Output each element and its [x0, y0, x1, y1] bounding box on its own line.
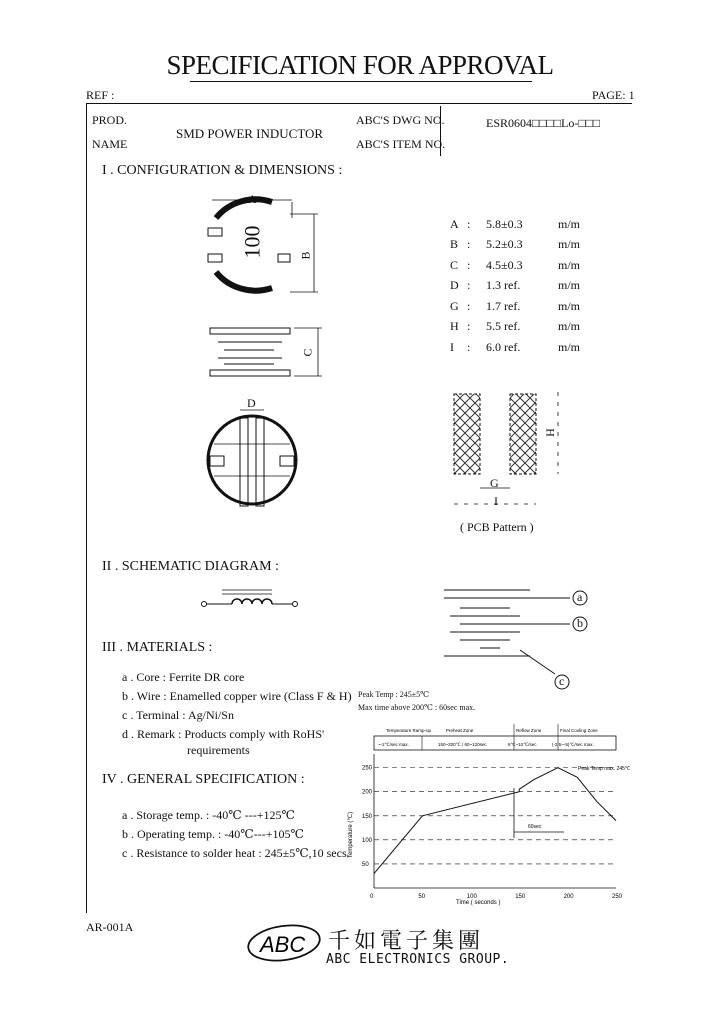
profile-peak-note: Peak Temp : 245±5℃	[358, 690, 430, 699]
zone-label: Temperature Ramp-up	[386, 728, 432, 733]
dimension-row: D : 1.3 ref. m/m	[450, 278, 581, 292]
document-title: SPECIFICATION FOR APPROVAL	[166, 50, 554, 80]
dim-label-b: B	[298, 251, 313, 260]
dimension-row: C : 4.5±0.3 m/m	[450, 258, 581, 272]
title-underline	[190, 81, 532, 82]
cross-section-drawing	[440, 586, 590, 692]
zone-value: (-2.5~-5)℃/sec max.	[552, 742, 594, 747]
y-tick-label: 100	[362, 837, 373, 844]
x-tick-label: 150	[515, 894, 526, 900]
section-config-heading: I . CONFIGURATION & DIMENSIONS :	[102, 163, 343, 178]
company-name-en: ABC ELECTRONICS GROUP.	[326, 952, 510, 967]
general-spec-item: a . Storage temp. : -40℃ ---+125℃	[122, 808, 295, 822]
ref-label: REF :	[86, 88, 115, 102]
x-tick-label: 100	[466, 894, 477, 900]
peak-label: Peak Temp max. 245℃	[578, 766, 630, 772]
dwg-value: ESR0604□□□□Lo-□□□	[486, 116, 601, 130]
material-item: c . Terminal : Ag/Ni/Sn	[122, 708, 234, 722]
inductor-symbol	[200, 586, 300, 616]
abc-logo	[244, 922, 328, 964]
y-tick-label: 150	[362, 813, 373, 820]
schematic-label-a: a	[577, 590, 583, 604]
reflow-profile-chart	[346, 718, 630, 910]
dimension-row: A : 5.8±0.3 m/m	[450, 217, 581, 231]
material-item: a . Core : Ferrite DR core	[122, 670, 245, 684]
zone-value: 8℃~10℃/sec	[508, 742, 537, 747]
dim-label-h: H	[542, 428, 557, 437]
prod-label: PROD.	[92, 113, 128, 127]
pcb-pattern-drawing	[440, 388, 580, 518]
page-label: PAGE: 1	[592, 88, 635, 102]
zone-value: ~-2℃/sec max.	[378, 742, 409, 747]
item-label: ABC'S ITEM NO.	[356, 137, 446, 151]
section-general-heading: IV . GENERAL SPECIFICATION :	[102, 772, 305, 787]
dim-label-a: A	[248, 192, 257, 206]
company-name-cn: 千如電子集團	[328, 929, 485, 954]
name-label: NAME	[92, 137, 128, 151]
top-view-drawing	[196, 190, 336, 300]
logo-text: ABC	[260, 932, 306, 957]
x-tick-label: 250	[612, 894, 623, 900]
material-item: d . Remark : Products comply with RoHS'	[122, 727, 325, 741]
dim-label-d: D	[247, 396, 256, 410]
general-spec-item: c . Resistance to solder heat : 245±5℃,10 secs.	[122, 846, 350, 860]
schematic-label-b: b	[577, 616, 583, 630]
section-schematic-heading: II . SCHEMATIC DIAGRAM :	[102, 559, 279, 574]
marking-100: 100	[239, 225, 265, 259]
x-tick-label: 50	[418, 894, 426, 900]
chart-ylabel: Temperature (℃)	[348, 811, 354, 858]
dim-label-i: I	[494, 494, 498, 508]
x-tick-label: 0	[370, 894, 374, 900]
general-spec-item: b . Operating temp. : -40℃---+105℃	[122, 827, 304, 841]
form-number: AR-001A	[86, 920, 134, 934]
zone-label: Preheat Zone	[446, 728, 474, 733]
zone-label: Final Cooling Zone	[560, 728, 598, 733]
section-materials-heading: III . MATERIALS :	[102, 640, 213, 655]
dimension-row: I : 6.0 ref. m/m	[450, 340, 581, 354]
zone-value: 150~200℃ / 60~120sec	[438, 742, 487, 747]
y-tick-label: 50	[362, 861, 369, 868]
material-item-continuation: requirements	[187, 743, 250, 757]
dim-label-c: C	[300, 348, 315, 357]
x-tick-label: 200	[563, 894, 574, 900]
duration-label: 60sec	[528, 824, 542, 830]
y-tick-label: 250	[362, 765, 373, 772]
y-tick-label: 200	[362, 789, 373, 796]
zone-label: Reflow Zone	[516, 728, 542, 733]
product-name: SMD POWER INDUCTOR	[176, 126, 324, 141]
dwg-label: ABC'S DWG NO.	[356, 113, 445, 127]
dim-label-g: G	[490, 476, 499, 490]
dimension-row: H : 5.5 ref. m/m	[450, 319, 581, 333]
dimension-row: B : 5.2±0.3 m/m	[450, 237, 581, 251]
pcb-caption: ( PCB Pattern )	[460, 520, 534, 534]
left-rule	[86, 103, 87, 913]
dimension-table	[450, 217, 600, 367]
schematic-label-c: c	[559, 674, 565, 688]
bottom-view-drawing	[200, 400, 304, 510]
chart-xlabel: Time ( seconds )	[456, 900, 501, 906]
dimension-row: G : 1.7 ref. m/m	[450, 299, 581, 313]
material-item: b . Wire : Enamelled copper wire (Class F & H)	[122, 689, 352, 703]
top-rule	[86, 103, 632, 104]
profile-time-note: Max time above 200℃ : 60sec max.	[358, 703, 476, 712]
